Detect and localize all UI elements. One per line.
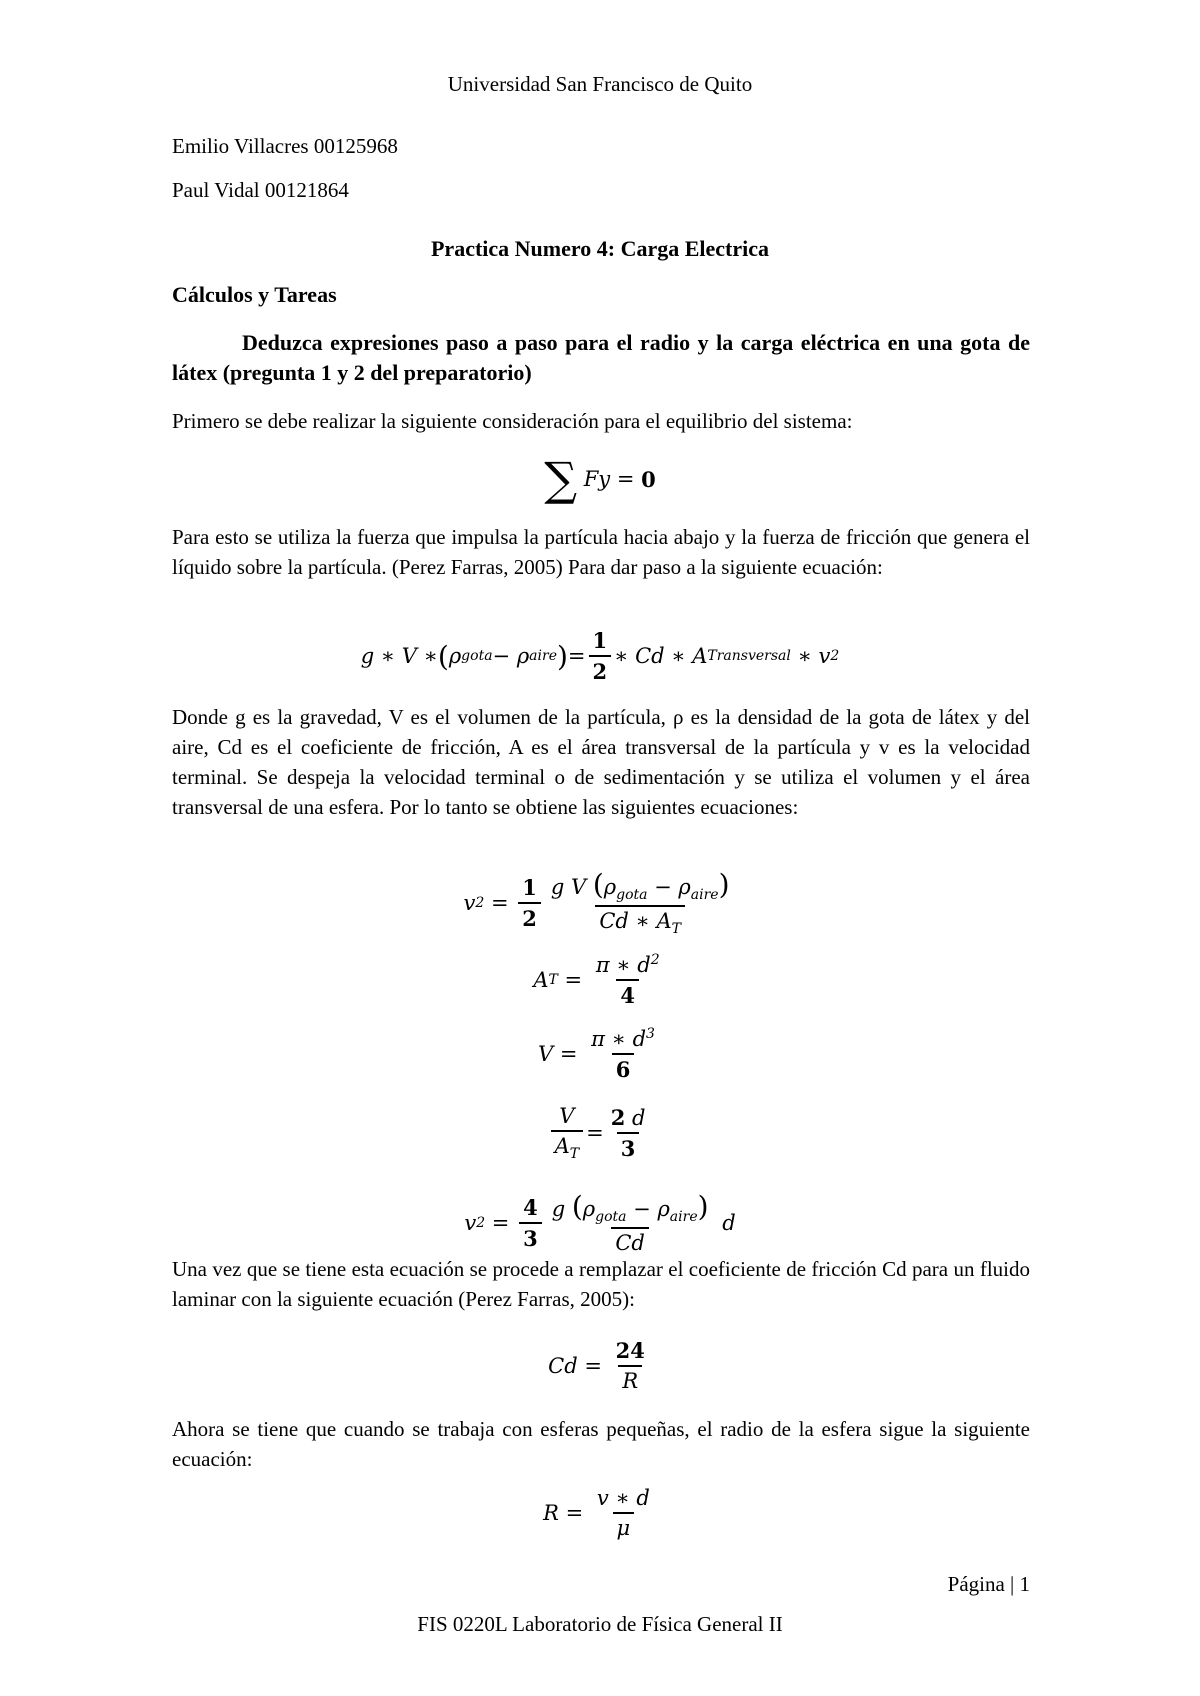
question-text [172, 328, 1030, 388]
author-2: Paul Vidal 00121864 [172, 178, 349, 202]
equation-sum-forces: ∑ Fy = 0 [544, 452, 656, 506]
equation-reynolds: R = $\frac{v ∗ d}{\mu}$ [543, 1486, 650, 1540]
question-label: Deduzca expresiones paso a paso para el radio y la carga eléctrica en una gota de látex (pregunta 1 y 2 del preparatorio) [172, 330, 1030, 385]
equation-velocity-squared: v 2 = $\frac{1}{2}$ $\frac{g V (\rho_{gota} - \rho_{aire})}{Cd ∗ A_T}$ [463, 868, 730, 938]
equation-drag-coefficient: Cd = $\frac{24}{R}$ [548, 1338, 645, 1393]
page-header: Universidad San Francisco de Quito [447, 72, 753, 96]
paragraph-1: Primero se debe realizar la siguiente consideración para el equilibrio del sistema: [172, 409, 853, 433]
section-heading: Cálculos y Tareas [172, 282, 337, 307]
equation-force-balance: g ∗ V ∗ ( ρ gota − ρ aire ) = $\frac{1}{2}$ ∗ Cd ∗ A Transversal ∗ v 2 [360, 628, 840, 684]
equation-volume: V = $\frac{\pi ∗ d^3}{6}$ [538, 1026, 655, 1082]
paragraph-2: Para esto se utiliza la fuerza que impulsa la partícula hacia abajo y la fuerza de fricción que genera el líquido sobre la partícula. (Perez Farras, 2005) Para dar paso a la siguiente ecuación: [172, 525, 1030, 579]
paragraph-3: Donde g es la gravedad, V es el volumen de la partícula, ρ es la densidad de la gota de látex y del aire, Cd es el coeficiente de fricción, A es el área transversal de la partícula y v es la velocidad terminal. Se despeja la velocidad terminal o de sedimentación y se utiliza el volumen y el área transversal de una esfera. Por lo tanto se obtiene las siguientes ecuaciones: [172, 705, 1030, 819]
document-title: Practica Numero 4: Carga Electrica [430, 236, 769, 261]
equation-volume-area-ratio: $\frac{V}{A_T}$ = $\frac{2 d}{3}$ [0, 1104, 1200, 1162]
paragraph-5: Ahora se tiene que cuando se trabaja con esferas pequeñas, el radio de la esfera sigue la siguiente ecuación: [172, 1417, 1030, 1471]
author-1: Emilio Villacres 00125968 [172, 134, 398, 158]
page-number: Página | 1 [947, 1572, 1030, 1596]
equation-velocity-final: v 2 = $\frac{4}{3}$ $\frac{g (\rho_{gota} - \rho_{aire})}{Cd}$ d [464, 1190, 736, 1256]
equation-area: A T = $\frac{\pi ∗ d^2}{4}$ [533, 952, 660, 1008]
paragraph-4: Una vez que se tiene esta ecuación se procede a remplazar el coeficiente de fricción Cd para un fluido laminar con la siguiente ecuación (Perez Farras, 2005): [172, 1257, 1030, 1311]
page-footer: FIS 0220L Laboratorio de Física General II [417, 1612, 783, 1636]
